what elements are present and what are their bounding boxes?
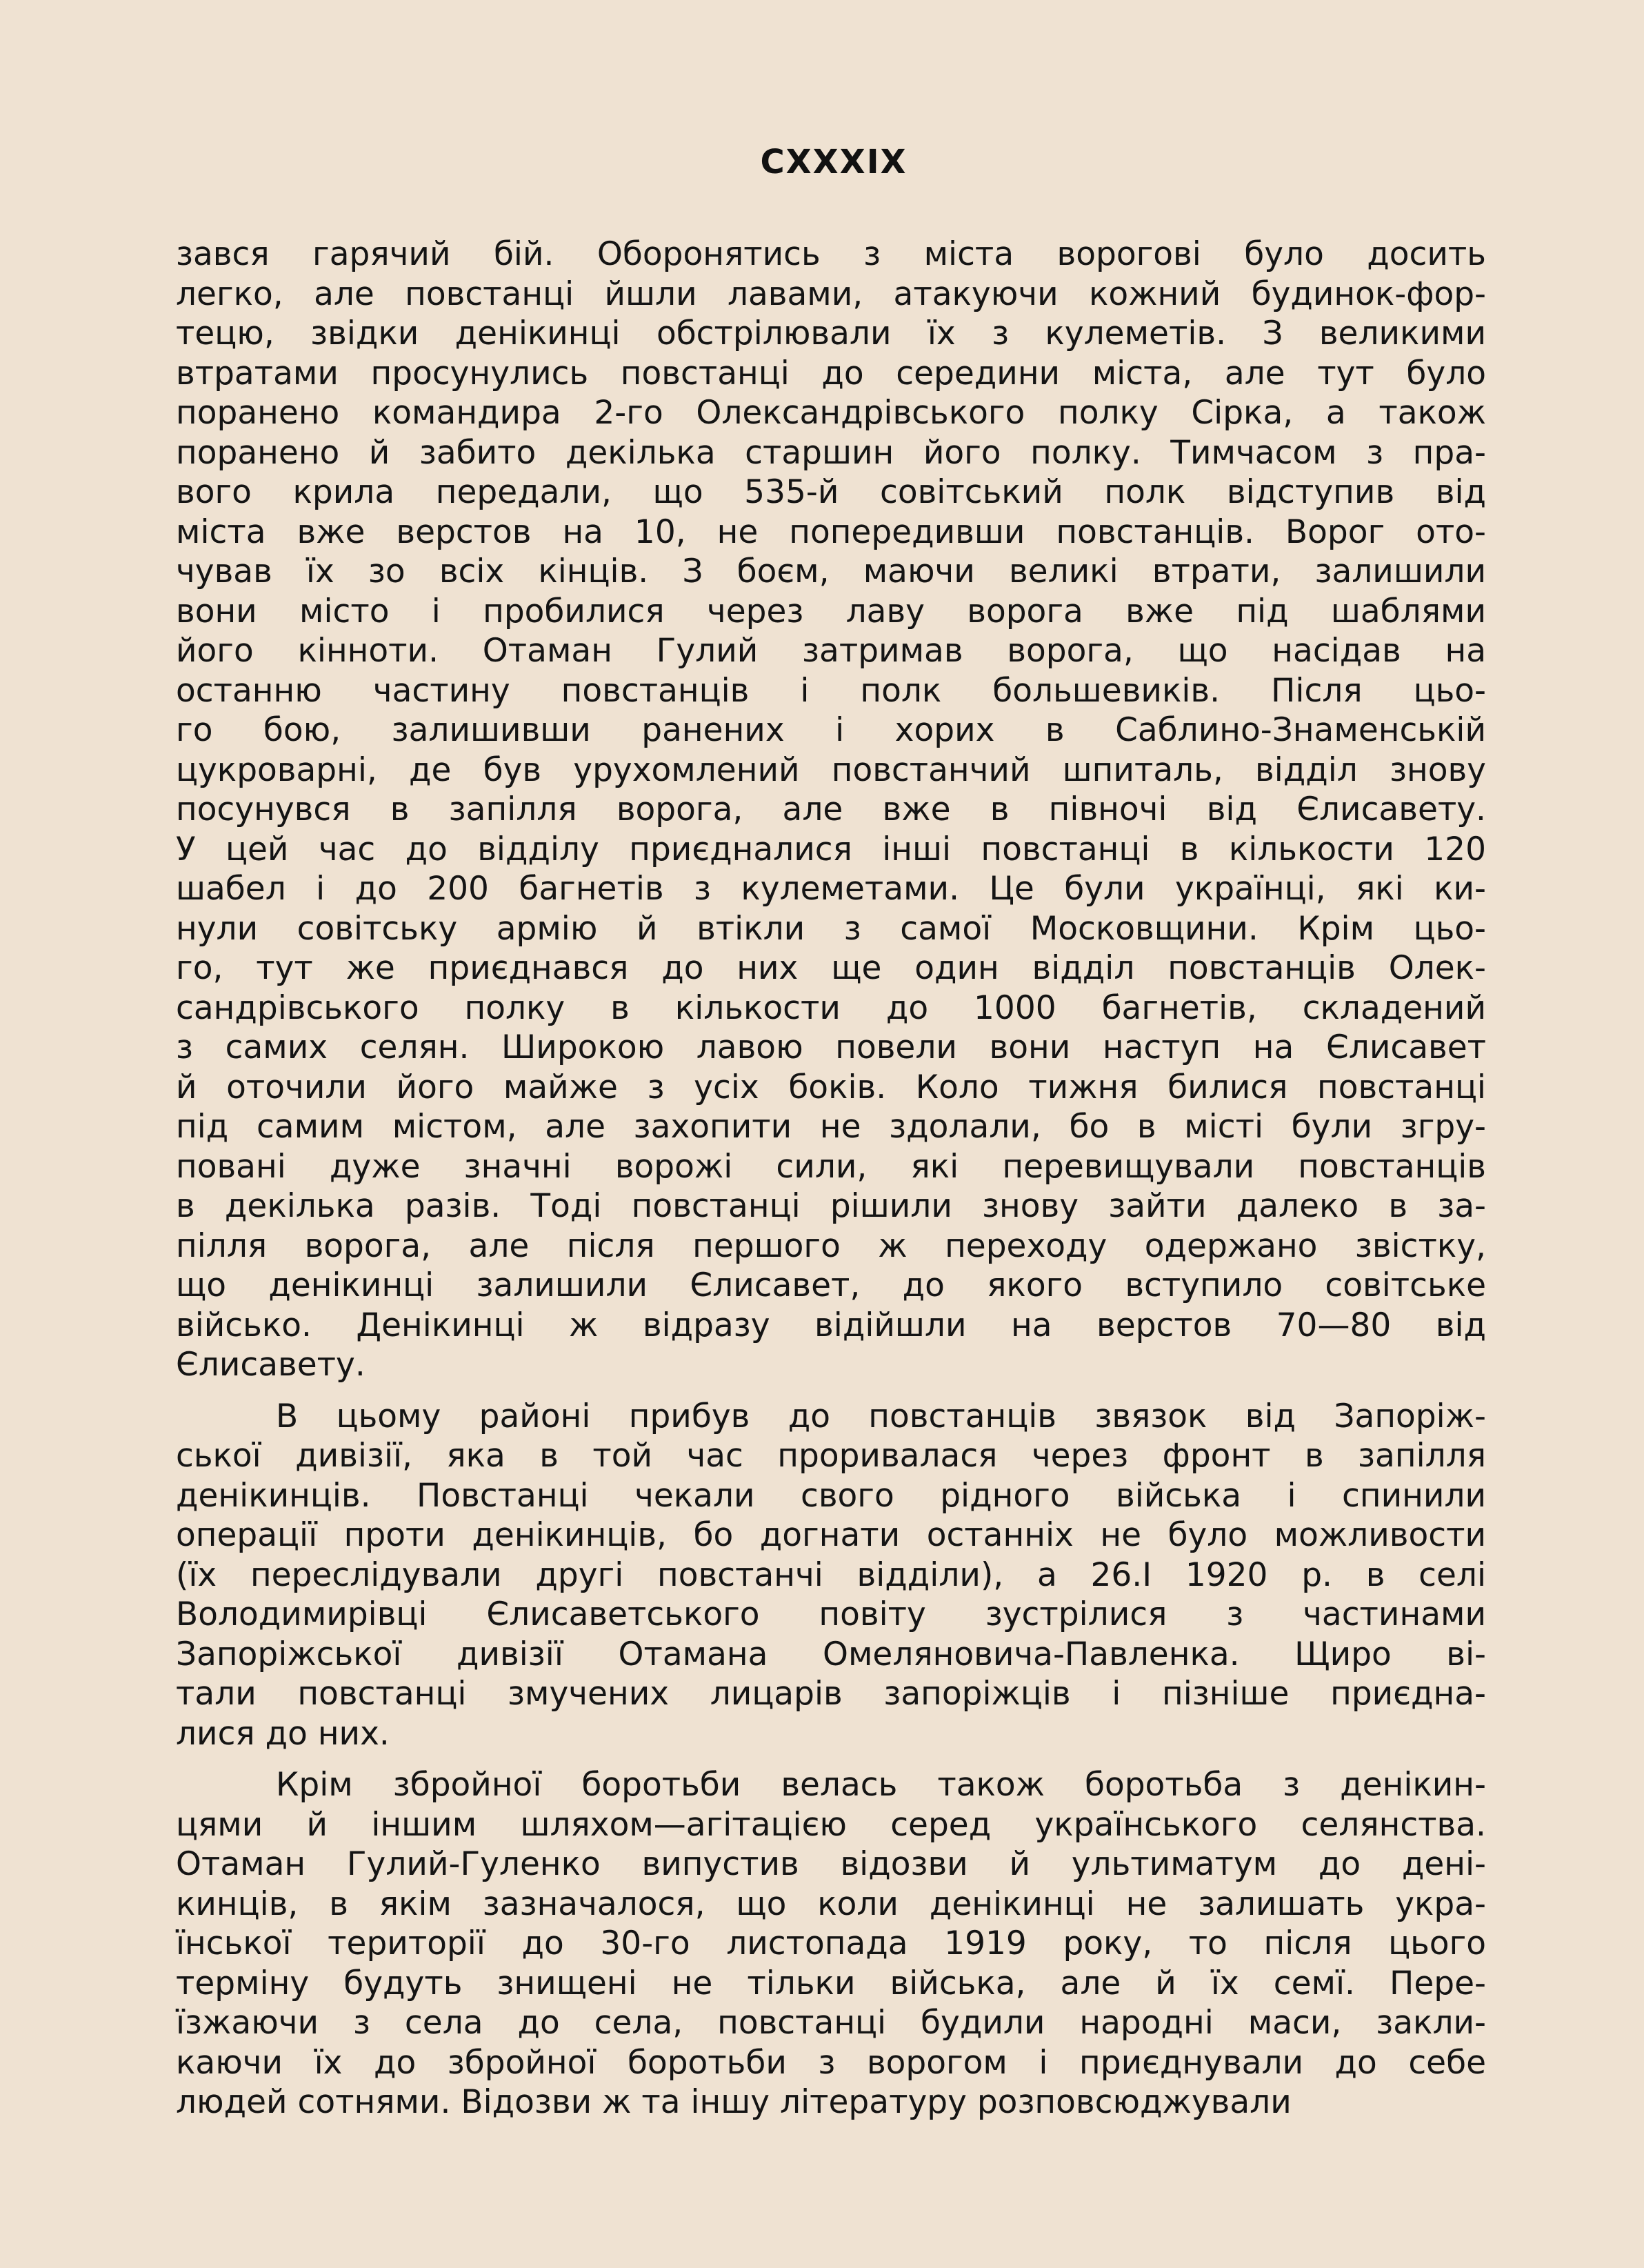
text-line: каючи їх до збройної боротьби з ворогом і приєднували до себе bbox=[176, 2043, 1486, 2082]
paragraph bbox=[176, 1397, 1486, 1754]
text-line: тецю, звідки денікинці обстрілювали їх з кулеметів. З великими bbox=[176, 315, 1486, 352]
text-line: шабел і до 200 багнетів з кулеметами. Це були українці, які ки- bbox=[176, 870, 1486, 908]
text-line: повані дуже значні ворожі сили, які перевищували повстанців bbox=[176, 1147, 1486, 1186]
text-line: операції проти денікинців, бо догнати останніх не було можливости bbox=[176, 1516, 1486, 1554]
page-number: CXXXIX bbox=[760, 143, 908, 181]
text-line: що денікинці залишили Єлисавет, до якого вступило совітське bbox=[176, 1266, 1486, 1304]
text-line: ської дивізії, яка в той час проривалася через фронт в запілля bbox=[176, 1437, 1486, 1475]
text-line: їзжаючи з села до села, повстанці будили народні маси, закли- bbox=[176, 2004, 1486, 2042]
text-line: вони місто і пробилися через лаву ворога вже під шаблями bbox=[176, 592, 1486, 630]
text-line: останню частину повстанців і полк большевиків. Після цьо- bbox=[176, 671, 1486, 710]
text-line: (їх переслідували другі повстанчі відділи), а 26.І 1920 р. в селі bbox=[176, 1555, 1486, 1594]
text-line: посунувся в запілля ворога, але вже в півночі від Єлисавету. bbox=[176, 790, 1486, 828]
text-line: Отаман Гулий-Гуленко випустив відозви й ультиматум до дені- bbox=[176, 1845, 1486, 1883]
paragraph bbox=[176, 1765, 1486, 2122]
text-line: з самих селян. Широкою лавою повели вони наступ на Єлисавет bbox=[176, 1028, 1486, 1066]
text-line: денікинців. Повстанці чекали свого рідного війська і спинили bbox=[176, 1476, 1486, 1515]
body-text bbox=[176, 235, 1486, 2122]
text-line: в декілька разів. Тоді повстанці рішили знову зайти далеко в за- bbox=[176, 1187, 1486, 1225]
text-line: легко, але повстанці йшли лавами, атакуючи кожний будинок-фор- bbox=[176, 275, 1486, 313]
text-line: Володимирівці Єлисаветського повіту зустрілися з частинами bbox=[176, 1595, 1486, 1633]
text-line: Крім збройної боротьби велась також боротьба з денікин- bbox=[276, 1766, 1486, 1804]
text-line: чував їх зо всіх кінців. З боєм, маючи великі втрати, залишили bbox=[176, 553, 1486, 590]
text-line: сандрівського полку в кількости до 1000 багнетів, складений bbox=[176, 988, 1486, 1027]
text-line: їнської території до 30-го листопада 1919 року, то після цього bbox=[176, 1924, 1486, 1962]
text-line: вого крила передали, що 535-й совітський полк відступив від bbox=[176, 473, 1486, 511]
text-line: го, тут же приєднався до них ще один відділ повстанців Олек- bbox=[176, 949, 1486, 987]
text-line: військо. Денікинці ж відразу відійшли на верстов 70—80 від bbox=[176, 1306, 1486, 1344]
text-line: тали повстанці змучених лицарів запоріжців і пізніше приєдна- bbox=[176, 1675, 1486, 1713]
text-line: нули совітську армію й втікли з самої Московщини. Крім цьо- bbox=[176, 909, 1486, 948]
text-line: Єлисавету. bbox=[176, 1346, 365, 1384]
text-line: го бою, залишивши ранених і хорих в Саблино-Знаменській bbox=[176, 711, 1486, 749]
text-line: В цьому районі прибув до повстанців звязок від Запоріж- bbox=[276, 1397, 1486, 1435]
text-line: пілля ворога, але після першого ж переходу одержано звістку, bbox=[176, 1226, 1486, 1265]
text-line: У цей час до відділу приєдналися інші повстанці в кількости 120 bbox=[176, 830, 1486, 868]
text-line: під самим містом, але захопити не здолали, бо в місті були згру- bbox=[176, 1108, 1486, 1146]
text-line: лися до них. bbox=[176, 1714, 390, 1753]
text-line: поранено й забито декілька старшин його полку. Тимчасом з пра- bbox=[176, 433, 1486, 472]
paragraph bbox=[176, 235, 1486, 1385]
text-line: терміну будуть знищені не тільки війська, але й їх семї. Пере- bbox=[176, 1964, 1486, 2002]
text-line: втратами просунулись повстанці до середини міста, але тут було bbox=[176, 354, 1486, 392]
text-line: цукроварні, де був урухомлений повстанчий шпиталь, відділ знову bbox=[176, 750, 1486, 789]
text-line: міста вже верстов на 10, не попередивши повстанців. Ворог ото- bbox=[176, 513, 1486, 551]
text-line: зався гарячий бій. Оборонятись з міста ворогові було досить bbox=[176, 235, 1486, 273]
text-line: людей сотнями. Відозви ж та іншу літературу розповсюджували bbox=[176, 2083, 1292, 2121]
text-line: Запоріжської дивізії Отамана Омеляновича-Павленка. Щиро ві- bbox=[176, 1635, 1486, 1673]
text-line: цями й іншим шляхом—агітацією серед українського селянства. bbox=[176, 1805, 1486, 1844]
text-line: й оточили його майже з усіх боків. Коло тижня билися повстанці bbox=[176, 1068, 1486, 1106]
text-line: поранено командира 2-го Олександрівського полку Сірка, а також bbox=[176, 394, 1486, 432]
text-line: кинців, в якім зазначалося, що коли денікинці не залишать укра- bbox=[176, 1884, 1486, 1923]
text-line: його кінноти. Отаман Гулий затримав ворога, що насідав на bbox=[176, 632, 1486, 670]
